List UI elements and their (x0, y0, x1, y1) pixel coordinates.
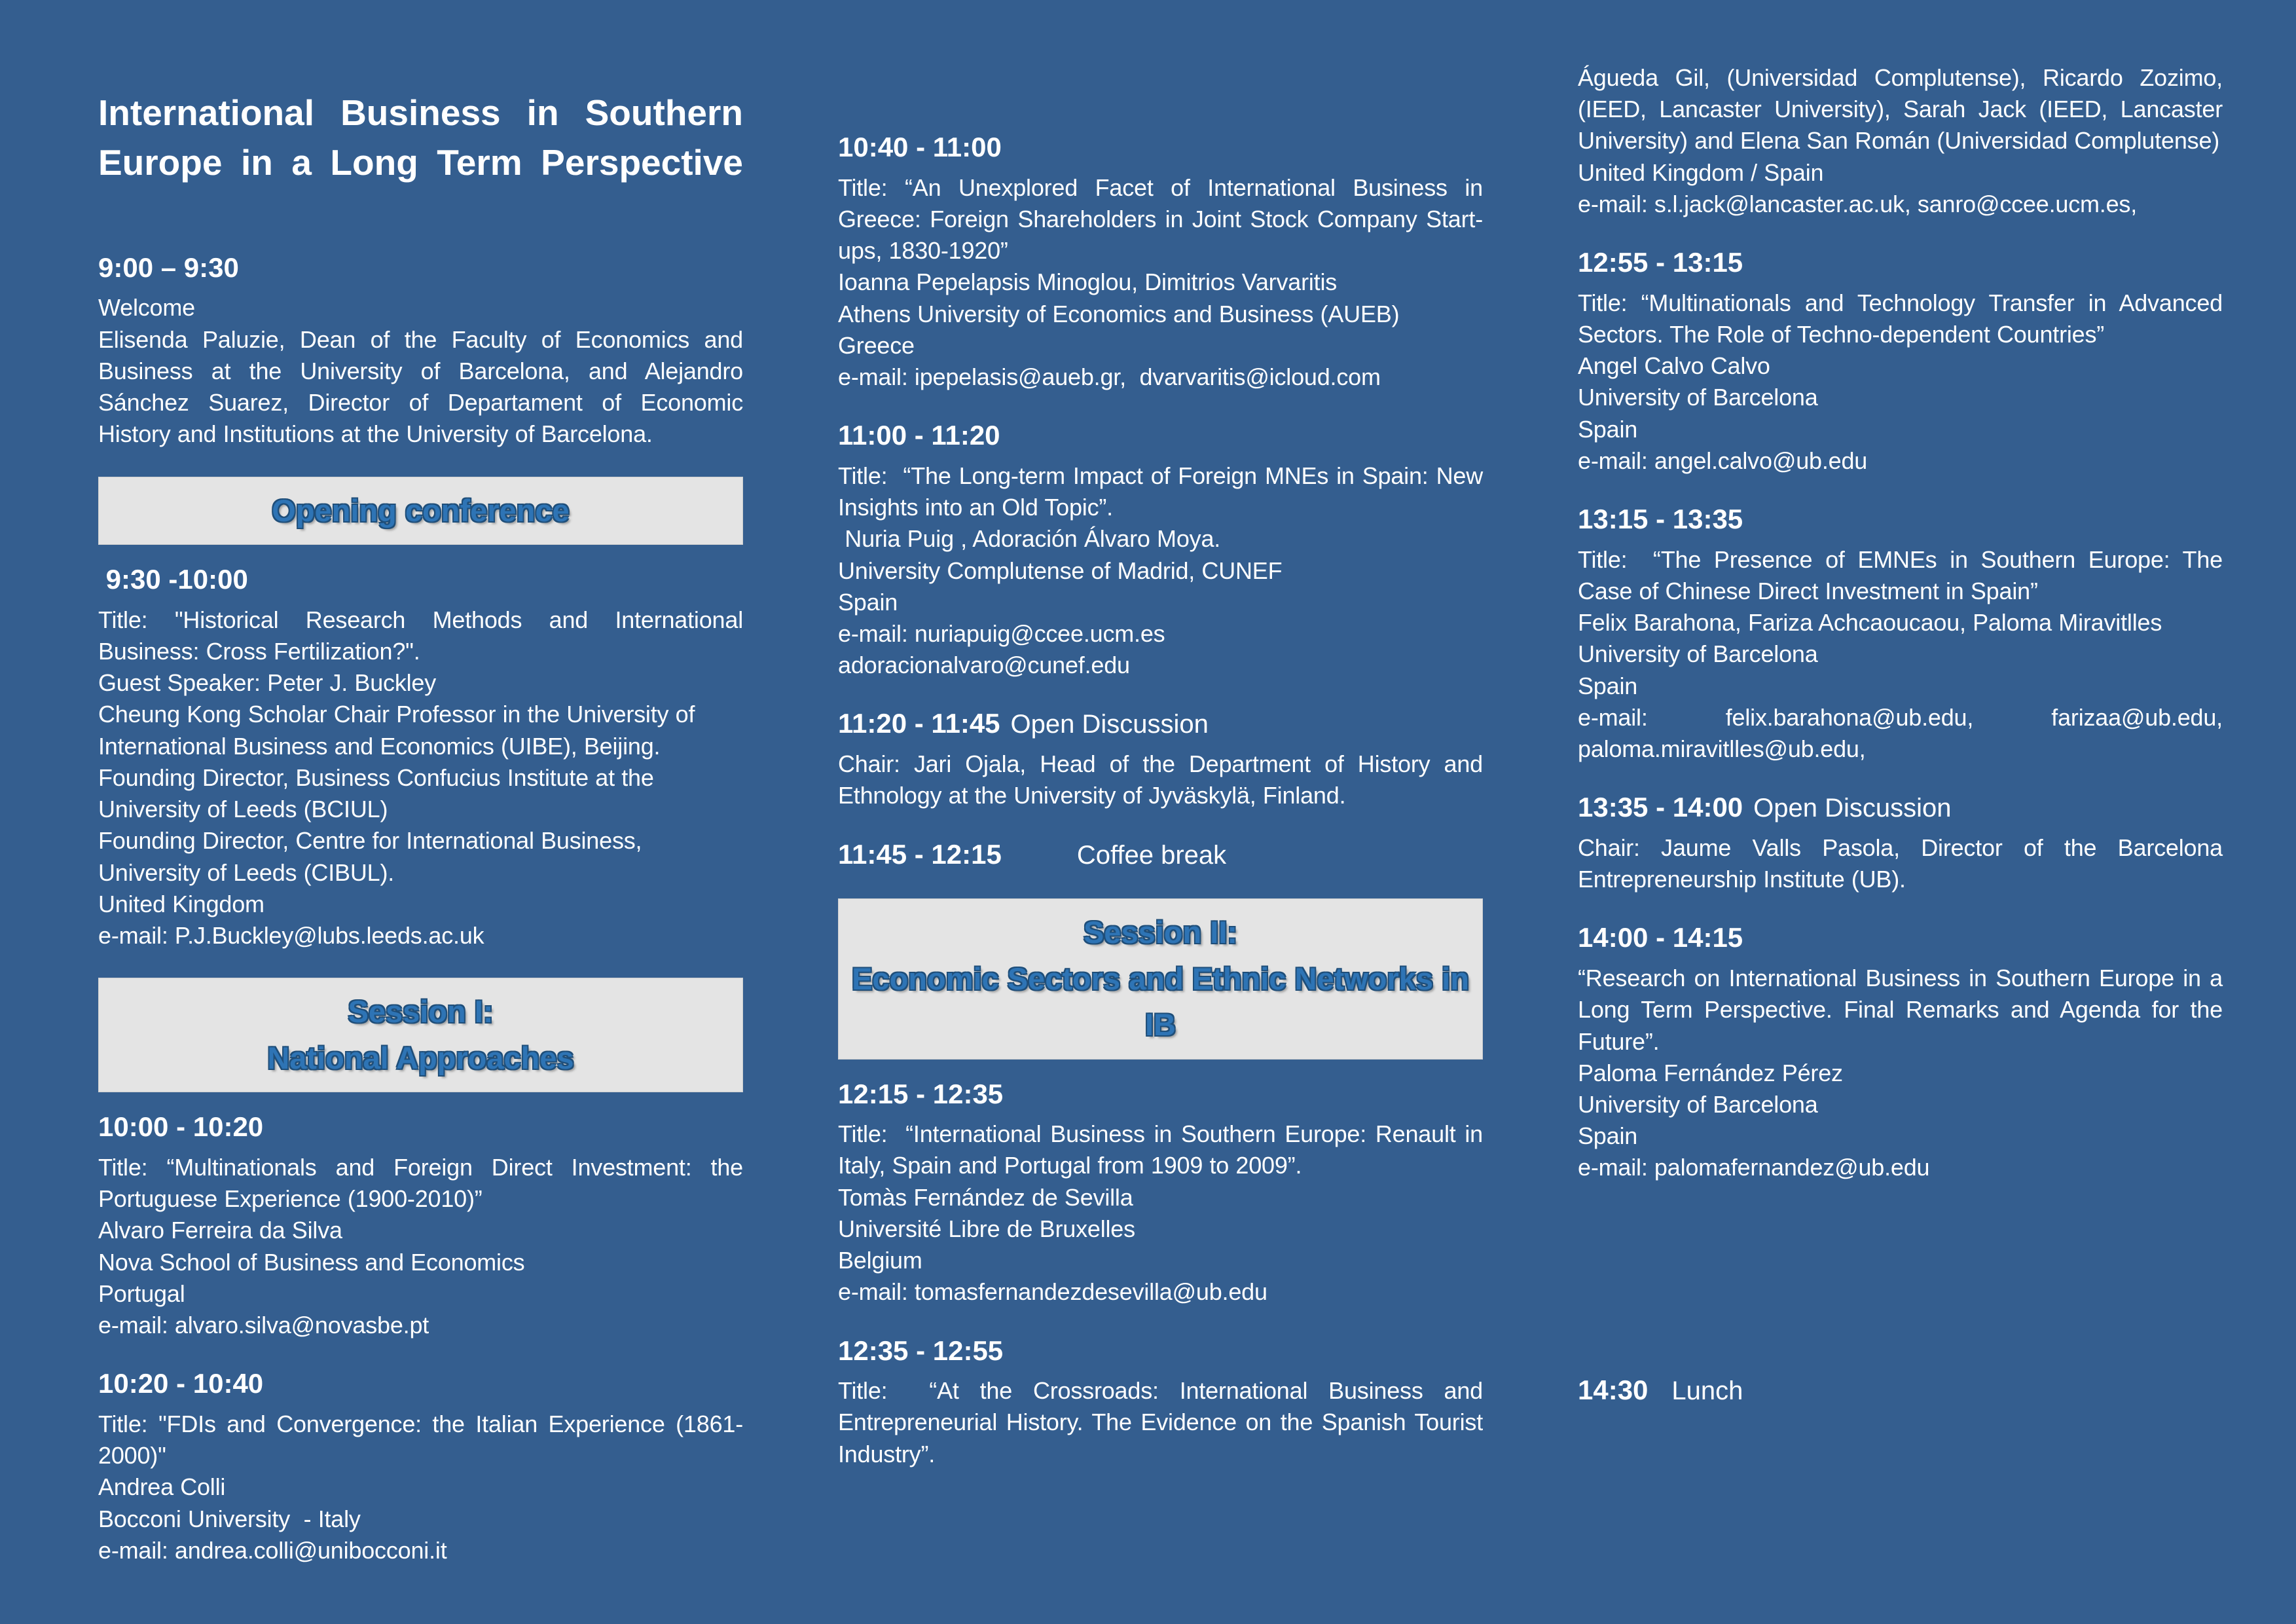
paragraph: United Kingdom (98, 890, 264, 917)
paragraph: United Kingdom / Spain (1578, 158, 1824, 186)
session-band (98, 978, 743, 1092)
session-band (98, 477, 743, 545)
email-line: e-mail: ipepelasis@aueb.gr, dvarvaritis@icloud.com (838, 363, 1381, 390)
paragraph: Title: “At the Crossroads: International Business and Entrepreneurial History. The Evidence on the Spanish Tourist Industry”. (838, 1377, 1490, 1467)
paragraph: Spain (1578, 672, 1638, 699)
paragraph: Title: "Historical Research Methods and International Business: Cross Fertilization?". (98, 606, 750, 665)
paragraph: Title: “Multinationals and Technology Transfer in Advanced Sectors. The Role of Techno-dependent Countries” (1578, 289, 2230, 348)
paragraph: Title: “The Presence of EMNEs in Southern Europe: The Case of Chinese Direct Investment in Spain” (1578, 545, 2230, 604)
time-heading: 11:00 - 11:20 (838, 420, 1000, 451)
paragraph: Cheung Kong Scholar Chair Professor in the University of International Business and Economics (UIBE), Beijing. (98, 701, 702, 760)
paragraph: Águeda Gil, (Universidad Complutense), Ricardo Zozimo, (IEED, Lancaster University), Sarah Jack (IEED, Lancaster University) and Elena San Román (Universidad Complutense) (1578, 64, 2230, 155)
email-line: e-mail: tomasfernandezdesevilla@ub.edu (838, 1278, 1267, 1306)
paragraph: Welcome (98, 294, 195, 322)
paragraph: Founding Director, Centre for International Business, University of Leeds (CIBUL). (98, 827, 649, 886)
time-event-line (1578, 790, 2223, 826)
paragraph: Title: “Multinationals and Foreign Direct Investment: the Portuguese Experience (1900-2010)” (98, 1153, 750, 1213)
paragraph: Title: “International Business in Southern Europe: Renault in Italy, Spain and Portugal from 1909 to 2009”. (838, 1120, 1490, 1179)
paragraph: Alvaro Ferreira da Silva (98, 1217, 342, 1244)
time-event-label: Lunch (1671, 1376, 1743, 1405)
document-title-line: International Business in Southern (98, 92, 743, 133)
time-heading-inline: 11:45 - 12:15 (838, 838, 1002, 870)
paragraph: Bocconi University - Italy (98, 1505, 361, 1532)
time-heading: 10:40 - 11:00 (838, 132, 1002, 162)
session-band-title: Economic Sectors and Ethnic Networks in IB (852, 961, 1469, 1043)
paragraph: Felix Barahona, Fariza Achcaoucaou, Paloma Miravitlles (1578, 609, 2162, 637)
email-line: e-mail: felix.barahona@ub.edu, farizaa@ub.edu, paloma.miravitlles@ub.edu, (1578, 703, 2230, 763)
paragraph: University of Barcelona (1578, 384, 1818, 411)
paragraph: Portugal (98, 1280, 185, 1307)
session-band-title: Opening conference (272, 492, 570, 528)
column-2 (838, 0, 1490, 1470)
paragraph: Greece (838, 331, 915, 359)
time-heading: 9:30 -10:00 (98, 564, 248, 595)
time-event-line (838, 706, 1483, 742)
time-heading: 12:15 - 12:35 (838, 1078, 1004, 1109)
paragraph: Spain (838, 588, 898, 616)
paragraph: Nova School of Business and Economics (98, 1248, 525, 1276)
email-line: e-mail: palomafernandez@ub.edu (1578, 1154, 1930, 1181)
paragraph: Nuria Puig , Adoración Álvaro Moya. (838, 525, 1221, 553)
paragraph: Paloma Fernández Pérez (1578, 1059, 1843, 1086)
time-event-label: Coffee break (1076, 840, 1227, 870)
paragraph: Andrea Colli (98, 1473, 226, 1501)
spacer (1578, 1184, 2223, 1348)
paragraph: Angel Calvo Calvo (1578, 352, 1770, 380)
paragraph: University Complutense of Madrid, CUNEF (838, 557, 1283, 584)
document-title-line: Europe in a Long Term Perspective (98, 141, 743, 183)
email-line: e-mail: alvaro.silva@novasbe.pt (98, 1311, 429, 1338)
paragraph: Spain (1578, 1122, 1638, 1150)
paragraph: Ioanna Pepelapsis Minoglou, Dimitrios Varvaritis (838, 268, 1338, 296)
time-heading: 14:00 - 14:15 (1578, 922, 1743, 953)
column-1 (98, 0, 750, 1566)
time-heading: 13:15 - 13:35 (1578, 504, 1743, 535)
paragraph: Title: “An Unexplored Facet of International Business in Greece: Foreign Shareholders in Joint Stock Company Start-ups, 1830-1920” (838, 174, 1490, 265)
paragraph: University of Barcelona (1578, 1091, 1818, 1118)
paragraph: “Research on International Business in Southern Europe in a Long Term Perspective. Final Remarks and Agenda for the Future”. (1578, 965, 2230, 1055)
column-3 (1578, 0, 2230, 1414)
paragraph: Title: “The Long-term Impact of Foreign MNEs in Spain: New Insights into an Old Topic”. (838, 462, 1490, 521)
time-heading-inline: 14:30 (1578, 1374, 1649, 1405)
time-heading-inline: 13:35 - 14:00 (1578, 792, 1743, 823)
paragraph: adoracionalvaro@cunef.edu (838, 652, 1130, 679)
paragraph: Belgium (838, 1247, 922, 1274)
email-line: e-mail: s.l.jack@lancaster.ac.uk, sanro@ccee.ucm.es, (1578, 190, 2138, 217)
paragraph: Founding Director, Business Confucius Institute at the University of Leeds (BCIUL) (98, 764, 661, 823)
document-title (98, 88, 743, 188)
time-heading: 10:00 - 10:20 (98, 1111, 264, 1143)
time-event-label: Open Discussion (1010, 710, 1209, 739)
paragraph: Tomàs Fernández de Sevilla (838, 1183, 1133, 1211)
time-event-line (838, 837, 1483, 873)
paragraph: Université Libre de Bruxelles (838, 1215, 1135, 1242)
paragraph: Guest Speaker: Peter J. Buckley (98, 669, 437, 697)
paragraph: Spain (1578, 415, 1638, 443)
time-event-line (1578, 1373, 2223, 1409)
paragraph: University of Barcelona (1578, 640, 1818, 668)
time-heading: 12:35 - 12:55 (838, 1335, 1004, 1366)
time-heading: 12:55 - 13:15 (1578, 247, 1743, 278)
email-line: e-mail: P.J.Buckley@lubs.leeds.ac.uk (98, 921, 484, 949)
session-band (838, 898, 1483, 1060)
paragraph: Elisenda Paluzie, Dean of the Faculty of Economics and Business at the University of Barcelona, and Alejandro Sánchez Suarez, Director of Departament of Economic History and Institutions at the University of Barcelona. (98, 325, 750, 448)
paragraph: Chair: Jaume Valls Pasola, Director of the Barcelona Entrepreneurship Institute (UB). (1578, 834, 2230, 893)
paragraph: Title: "FDIs and Convergence: the Italian Experience (1861-2000)" (98, 1410, 743, 1469)
session-band-title: Session II: (1083, 915, 1238, 950)
time-heading-inline: 11:20 - 11:45 (838, 708, 1000, 739)
paragraph: Athens University of Economics and Business (AUEB) (838, 300, 1400, 327)
email-line: e-mail: angel.calvo@ub.edu (1578, 447, 1868, 474)
email-line: e-mail: nuriapuig@ccee.ucm.es (838, 620, 1165, 647)
paragraph: Chair: Jari Ojala, Head of the Department of History and Ethnology at the University of Jyväskylä, Finland. (838, 750, 1490, 809)
session-band-title: National Approaches (267, 1040, 574, 1075)
time-heading: 9:00 – 9:30 (98, 251, 239, 283)
time-heading: 10:20 - 10:40 (98, 1368, 264, 1399)
session-band-title: Session I: (348, 994, 494, 1029)
email-line: e-mail: andrea.colli@unibocconi.it (98, 1536, 447, 1564)
time-event-label: Open Discussion (1753, 794, 1952, 823)
